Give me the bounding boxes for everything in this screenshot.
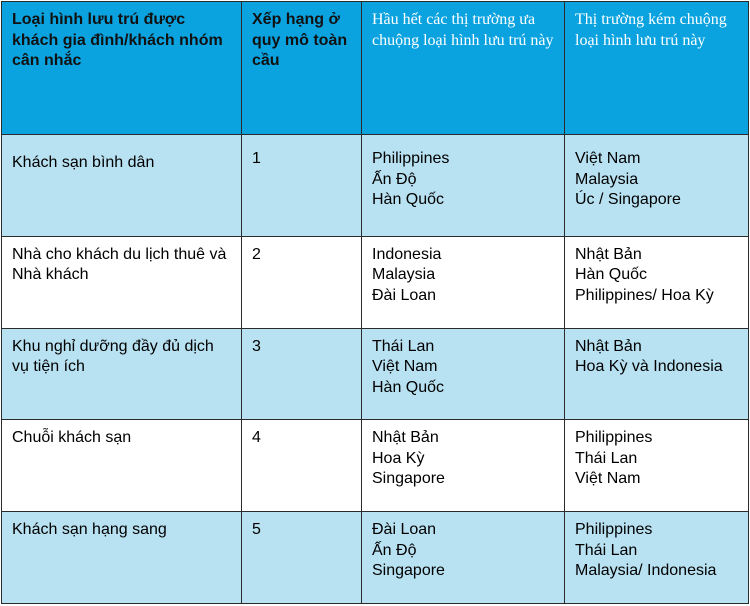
global-rank-cell: 4 — [242, 420, 362, 512]
market-name: Hoa Kỳ và Indonesia — [575, 358, 723, 376]
market-name: Philippines — [372, 150, 450, 167]
market-name: Philippines — [575, 429, 653, 447]
market-name: Malaysia — [575, 170, 639, 188]
global-rank-cell: 3 — [242, 328, 362, 420]
market-name: Hoa Kỳ — [372, 449, 425, 467]
header-less-favored-markets: Thị trường kém chuộng loại hình lưu trú này — [565, 2, 749, 135]
favored-markets-cell — [362, 512, 565, 604]
favored-markets-cell — [362, 328, 565, 420]
less-favored-markets-cell — [565, 420, 749, 512]
market-name: Việt Nam — [575, 470, 641, 488]
market-name: Thái Lan — [575, 541, 638, 559]
market-name: Malaysia/ Indonesia — [575, 562, 717, 580]
header-global-rank: Xếp hạng ở quy mô toàn cầu — [242, 2, 362, 135]
global-rank-cell: 1 — [242, 135, 362, 237]
market-name: Việt Nam — [575, 150, 641, 167]
market-name: Philippines/ Hoa Kỳ — [575, 286, 714, 304]
market-name: Singapore — [372, 470, 445, 488]
market-name: Việt Nam — [372, 358, 438, 376]
accommodation-type-cell: Khách sạn hạng sang — [2, 512, 242, 604]
market-name: Hàn Quốc — [575, 266, 648, 284]
market-name: Ấn Độ — [372, 541, 417, 559]
less-favored-markets-cell — [565, 236, 749, 328]
market-name: Indonesia — [372, 245, 442, 263]
market-name: Ấn Độ — [372, 170, 417, 188]
market-name: Hàn Quốc — [372, 191, 445, 208]
header-favored-markets: Hầu hết các thị trường ưa chuộng loại hình lưu trú này — [362, 2, 565, 135]
header-row — [2, 2, 749, 135]
favored-markets-cell — [362, 135, 565, 237]
less-favored-markets-cell — [565, 328, 749, 420]
market-name: Hàn Quốc — [372, 378, 445, 396]
accommodation-preference-table — [1, 1, 749, 604]
accommodation-type-cell: Chuỗi khách sạn — [2, 420, 242, 512]
market-name: Thái Lan — [372, 337, 435, 355]
market-name: Malaysia — [372, 266, 436, 284]
market-name: Nhật Bản — [575, 337, 642, 355]
accommodation-type-cell: Nhà cho khách du lịch thuê và Nhà khách — [2, 236, 242, 328]
less-favored-markets-cell — [565, 135, 749, 237]
table-row — [2, 420, 749, 512]
global-rank-cell: 2 — [242, 236, 362, 328]
table-row — [2, 135, 749, 237]
accommodation-type-cell: Khu nghỉ dưỡng đầy đủ dịch vụ tiện ích — [2, 328, 242, 420]
table-row — [2, 512, 749, 604]
table-row — [2, 236, 749, 328]
favored-markets-cell — [362, 236, 565, 328]
accommodation-type-cell: Khách sạn bình dân — [2, 135, 242, 237]
less-favored-markets-cell — [565, 512, 749, 604]
market-name: Thái Lan — [575, 449, 638, 467]
market-name: Đài Loan — [372, 286, 437, 304]
header-accommodation-type: Loại hình lưu trú được khách gia đình/khách nhóm cân nhắc — [2, 2, 242, 135]
table-row — [2, 328, 749, 420]
market-name: Nhật Bản — [372, 429, 439, 447]
market-name: Úc / Singapore — [575, 191, 681, 208]
global-rank-cell: 5 — [242, 512, 362, 604]
market-name: Đài Loan — [372, 521, 437, 539]
market-name: Nhật Bản — [575, 245, 642, 263]
market-name: Singapore — [372, 562, 445, 580]
market-name: Philippines — [575, 521, 653, 539]
favored-markets-cell — [362, 420, 565, 512]
